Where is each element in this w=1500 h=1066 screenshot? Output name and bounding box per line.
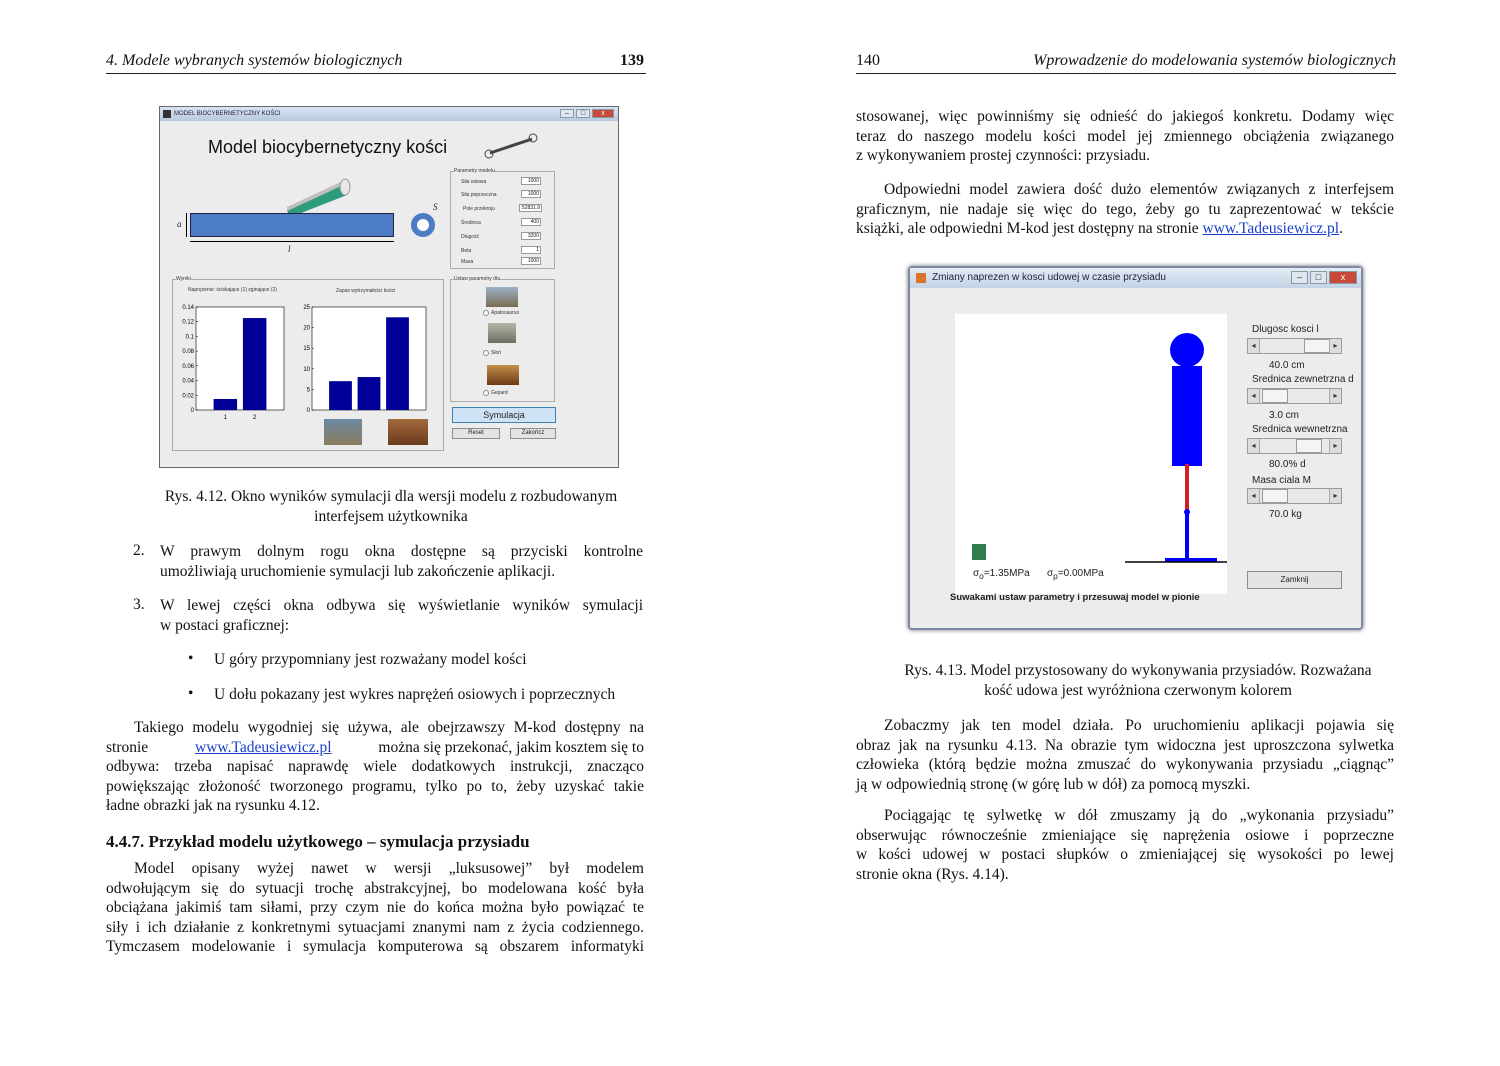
slider-label: Srednica wewnetrzna: [1252, 424, 1348, 435]
paragraph-model-opisany: [106, 859, 644, 957]
dimension-l-line: [190, 241, 394, 242]
animal-label: Gepard: [491, 390, 508, 396]
sigma-o-readout: $\sigma_o=1.35MPa$: [973, 568, 1030, 581]
slider-label: Srednica zewnetrzna d: [1252, 374, 1354, 385]
section-heading: 4.4.7. Przykład modelu użytkowego – symulacja przysiadu: [106, 832, 530, 851]
radio-apatosaurus[interactable]: [483, 310, 489, 316]
minimize-icon[interactable]: –: [1291, 271, 1308, 284]
figure-4-12-caption: [106, 487, 676, 526]
param-field[interactable]: 400: [521, 218, 541, 226]
y-tick-label: 0.1: [185, 334, 194, 341]
app-icon: [163, 110, 171, 118]
cross-section-ring: [411, 213, 435, 237]
label-s: S: [433, 202, 438, 212]
arrow-left-icon[interactable]: ◂: [1248, 339, 1260, 353]
text-line: powiększając złożoność tworzonego programu, tylko po to, żeby uzyskać takie: [106, 777, 644, 795]
slider-value: 40.0 cm: [1269, 360, 1305, 371]
results-title: Wyniki: [176, 276, 191, 282]
chart1-title: Naprężenie: ściskające (1) zginające (2): [188, 287, 277, 293]
bullet-text: U dołu pokazany jest wykres naprężeń osiowych i poprzecznych: [214, 686, 616, 703]
maximize-icon[interactable]: □: [576, 109, 590, 118]
text-line: Takiego modelu wygodniej się używa, ale obejrzawszy M-kod dostępny na: [134, 719, 644, 736]
sigma-p-sub: p: [1053, 571, 1058, 581]
list-number: 2.: [133, 542, 145, 559]
text-line: odwołującym się do sytuacji trochę abstrakcyjnej, bo modelowana kość była: [106, 879, 644, 897]
list-item-3: [160, 596, 643, 635]
cheetah-photo: [487, 365, 519, 385]
window-title: MODEL BIOCYBERNETYCZNY KOŚCI: [174, 111, 281, 117]
bar: [386, 317, 409, 410]
text-span: stronie: [106, 738, 149, 756]
paragraph-zobaczmy: [856, 716, 1394, 794]
text-line: ładne obrazki jak na rysunku 4.12.: [106, 797, 320, 814]
param-label: Długość: [461, 234, 480, 240]
param-label: Średnica: [461, 220, 481, 226]
stress-bar-marker: [972, 544, 986, 560]
paragraph-pociagajac: [856, 806, 1394, 884]
slider-label: Masa ciala M: [1252, 475, 1311, 486]
param-field[interactable]: 52831.9: [519, 204, 542, 212]
radio-cheetah[interactable]: [483, 390, 489, 396]
beam-model: [190, 213, 394, 237]
text-line-with-link: [856, 219, 1394, 239]
right-page-number: 140: [856, 52, 880, 69]
text-line: teraz do naszego modelu kości model jej zmiennego obciążenia związanego: [856, 127, 1394, 145]
length-slider[interactable]: [1247, 338, 1342, 354]
instruction-text: Suwakami ustaw parametry i przesuwaj model w pionie: [950, 592, 1200, 603]
sigma-p-value: =0.00MPa: [1057, 568, 1104, 579]
sigma-o-value: =1.35MPa: [983, 568, 1030, 579]
arrow-right-icon[interactable]: ▸: [1329, 339, 1341, 353]
head-circle: [1170, 333, 1204, 367]
y-tick-label: 0.08: [182, 349, 194, 356]
slider-value: 3.0 cm: [1269, 410, 1300, 421]
bullet-text: U góry przypomniany jest rozważany model kości: [214, 651, 527, 668]
text-line: graficznym, nie nadaje się więc do tego, żeby go tu zaprezentować w tekście: [856, 200, 1394, 218]
y-tick-label: 10: [303, 366, 310, 373]
y-tick-label: 0.04: [182, 378, 194, 385]
text-line: z wykonywaniem prostej czynności: przysiadu.: [856, 147, 1150, 164]
set-params-title: Ustaw parametry dla: [454, 276, 500, 282]
text-line: stronie okna (Rys. 4.14).: [856, 865, 1009, 883]
text-line: Zobaczmy jak ten model działa. Po uruchomieniu aplikacji pojawia się: [884, 717, 1394, 734]
text-line: człowieka (którą będzie można zmuszać do wykonywania przysiadu „ciągnąc”: [856, 756, 1394, 773]
text-line-with-link: [106, 738, 644, 758]
text-line: siły i ich działanie z konkretnymi sytuacjami znanymi nam z życia codziennego.: [106, 918, 644, 936]
list-item-2: [160, 542, 643, 581]
simulate-button[interactable]: Symulacja: [452, 407, 556, 423]
arrow-left-icon[interactable]: ◂: [1248, 489, 1260, 503]
params-title: Parametry modelu: [454, 168, 495, 174]
param-label: Beta: [461, 248, 472, 254]
text-line: w postaci graficznej:: [160, 616, 290, 634]
param-field[interactable]: 1000: [521, 177, 541, 185]
text-line: stosowanej, więc powinniśmy się odnieść do jakiegoś konkretu. Dodamy więc: [856, 108, 1394, 125]
text-line: w kości udowej w postaci słupków o zmieniającej się wysokości po lewej: [856, 846, 1394, 863]
bar: [358, 377, 381, 410]
text-line: umożliwiają uruchomienie symulacji lub zakończenie aplikacji.: [160, 562, 556, 580]
y-tick-label: 0: [190, 408, 194, 414]
plot-frame: [196, 307, 284, 410]
y-tick-label: 25: [303, 305, 310, 311]
y-tick-label: 0.14: [182, 305, 194, 311]
bar: [329, 381, 352, 410]
y-tick-label: 0.12: [182, 319, 194, 326]
param-field[interactable]: 3200: [521, 232, 541, 240]
text-line: Model opisany wyżej nawet w wersji „luksusowej” był modelem: [134, 860, 644, 877]
param-label: Pole przekroju: [463, 206, 495, 212]
arrow-right-icon[interactable]: ▸: [1329, 489, 1341, 503]
text-span: można się przekonać, jakim kosztem się to: [378, 738, 644, 756]
slider-value: 80.0% d: [1269, 459, 1306, 470]
left-running-header: [106, 52, 646, 74]
text-span: .: [1339, 220, 1343, 237]
animal-label: Słoń: [491, 350, 502, 356]
close-icon[interactable]: x: [1329, 271, 1357, 284]
sigma-p-readout: $\sigma_p=0.00MPa$: [1047, 568, 1104, 581]
text-line: Odpowiedni model zawiera dość dużo elementów związanych z interfejsem: [884, 181, 1394, 198]
text-line: W prawym dolnym rogu okna dostępne są przyciski kontrolne: [160, 543, 643, 560]
caption-line: kość udowa jest wyróżniona czerwonym kolorem: [984, 681, 1292, 699]
slider-label: Dlugosc kosci l: [1252, 324, 1319, 335]
bar: [214, 399, 237, 410]
left-header-title: 4. Modele wybranych systemów biologicznych: [106, 52, 403, 69]
arrow-right-icon[interactable]: ▸: [1329, 439, 1341, 453]
y-tick-label: 5: [306, 387, 310, 394]
end-button[interactable]: Zakończ: [510, 428, 556, 439]
chart2-title: Zapas wytrzymałości kości: [336, 288, 396, 294]
text-line: odbywa: trzeba napisać naprawdę wiele dodatkowych instrukcji, znacząco: [106, 758, 644, 775]
bullet-icon: •: [188, 650, 194, 667]
list-number: 3.: [133, 596, 145, 613]
x-tick-label: 1: [223, 415, 228, 421]
slider-thumb[interactable]: [1304, 339, 1330, 353]
y-tick-label: 20: [303, 325, 310, 332]
right-header-title: Wprowadzenie do modelowania systemów biologicznych: [1033, 52, 1396, 69]
text-span: książki, ale odpowiedni M-kod jest dostępny na stronie: [856, 220, 1199, 237]
window-title: Zmiany naprezen w kosci udowej w czasie przysiadu: [932, 272, 1166, 283]
window-controls: [1291, 271, 1357, 281]
text-line: Tymczasem modelowanie i symulacja komputerowa są obszarem informatyki: [106, 938, 644, 955]
sigma-o-sub: o: [979, 571, 984, 581]
slider-thumb[interactable]: [1296, 439, 1322, 453]
radio-elephant[interactable]: [483, 350, 489, 356]
inner-diameter-slider[interactable]: [1247, 438, 1342, 454]
window-titlebar: [160, 107, 618, 121]
figure-4-13-caption: [856, 661, 1420, 700]
stress-chart: [178, 299, 288, 424]
text-line: Pociągając tę sylwetkę w dół zmuszamy ją do „wykonania przysiadu”: [884, 807, 1394, 824]
slider-value: 70.0 kg: [1269, 509, 1302, 520]
paragraph-takiego: [106, 718, 644, 816]
bone-drawing-icon: [482, 131, 542, 161]
tadeusiewicz-link[interactable]: www.Tadeusiewicz.pl: [195, 738, 332, 756]
bar: [243, 318, 266, 410]
squat-figure: [955, 314, 1227, 594]
caption-line: interfejsem użytkownika: [314, 507, 468, 525]
tadeusiewicz-link[interactable]: www.Tadeusiewicz.pl: [1202, 220, 1340, 237]
reset-button[interactable]: Reset: [452, 428, 500, 439]
apatosaurus-photo: [486, 287, 518, 307]
text-line: obciążana jakimiś tam siłami, przy czym nie do końca można było powiązać te: [106, 899, 644, 916]
torso-rect: [1172, 366, 1202, 466]
label-a: a: [177, 219, 182, 229]
param-label: Siła poprzeczna: [461, 192, 497, 198]
matlab-icon: [916, 273, 926, 283]
text-line: ją w odpowiednią stronę (w górę lub w dół) za pomocą myszki.: [856, 775, 1251, 793]
minimize-icon[interactable]: –: [560, 109, 574, 118]
param-label: Masa: [461, 259, 474, 265]
paragraph-stosowanej: [856, 107, 1394, 166]
close-button[interactable]: Zamknij: [1247, 571, 1342, 589]
arrow-left-icon[interactable]: ◂: [1248, 389, 1260, 403]
y-tick-label: 15: [303, 346, 310, 353]
y-tick-label: 0: [306, 408, 310, 414]
param-field[interactable]: 1: [521, 246, 541, 254]
text-line: obserwując równocześnie zmieniające się naprężenia osiowe i poprzeczne: [856, 826, 1394, 844]
y-tick-label: 0.06: [182, 363, 194, 370]
left-page-number: 139: [620, 52, 644, 69]
elephant-photo: [488, 323, 516, 343]
window-controls: [560, 109, 614, 119]
app-title: Model biocybernetyczny kości: [208, 137, 448, 157]
arrow-right-icon[interactable]: ▸: [1329, 389, 1341, 403]
outer-diameter-slider[interactable]: [1247, 388, 1342, 404]
maximize-icon[interactable]: □: [1310, 271, 1327, 284]
apatosaurus-thumbnail: [324, 419, 362, 445]
param-label: Siła osiowa: [461, 179, 487, 185]
text-line: obraz jak na rysunku 4.13. Na obrazie tym widoczna jest uproszczona sylwetka: [856, 736, 1394, 754]
tube-3d-icon: [285, 177, 355, 217]
cheetah-thumbnail: [388, 419, 428, 445]
mass-slider[interactable]: [1247, 488, 1342, 504]
text-line: W lewej części okna odbywa się wyświetlanie wyników symulacji: [160, 597, 643, 614]
bullet-icon: •: [188, 685, 194, 702]
figure-4-13-window: [908, 266, 1363, 630]
param-field[interactable]: 1000: [521, 190, 541, 198]
animal-label: Apatosaurus: [491, 310, 520, 316]
y-tick-label: 0.02: [182, 393, 194, 400]
label-l: l: [288, 244, 291, 254]
paragraph-odpowiedni: [856, 180, 1394, 239]
caption-line: Rys. 4.13. Model przystosowany do wykonywania przysiadów. Rozważana: [904, 662, 1372, 679]
caption-line: Rys. 4.12. Okno wyników symulacji dla wersji modelu z rozbudowanym: [164, 488, 618, 505]
param-field[interactable]: 1000: [521, 257, 541, 265]
dimension-a-line: [186, 213, 187, 237]
right-running-header: [856, 52, 1396, 74]
arrow-left-icon[interactable]: ◂: [1248, 439, 1260, 453]
strength-reserve-chart: [300, 299, 430, 424]
x-tick-label: 2: [252, 415, 257, 421]
slider-thumb[interactable]: [1262, 389, 1288, 403]
figure-4-12-window: [159, 106, 619, 468]
close-icon[interactable]: x: [592, 109, 614, 118]
slider-thumb[interactable]: [1262, 489, 1288, 503]
